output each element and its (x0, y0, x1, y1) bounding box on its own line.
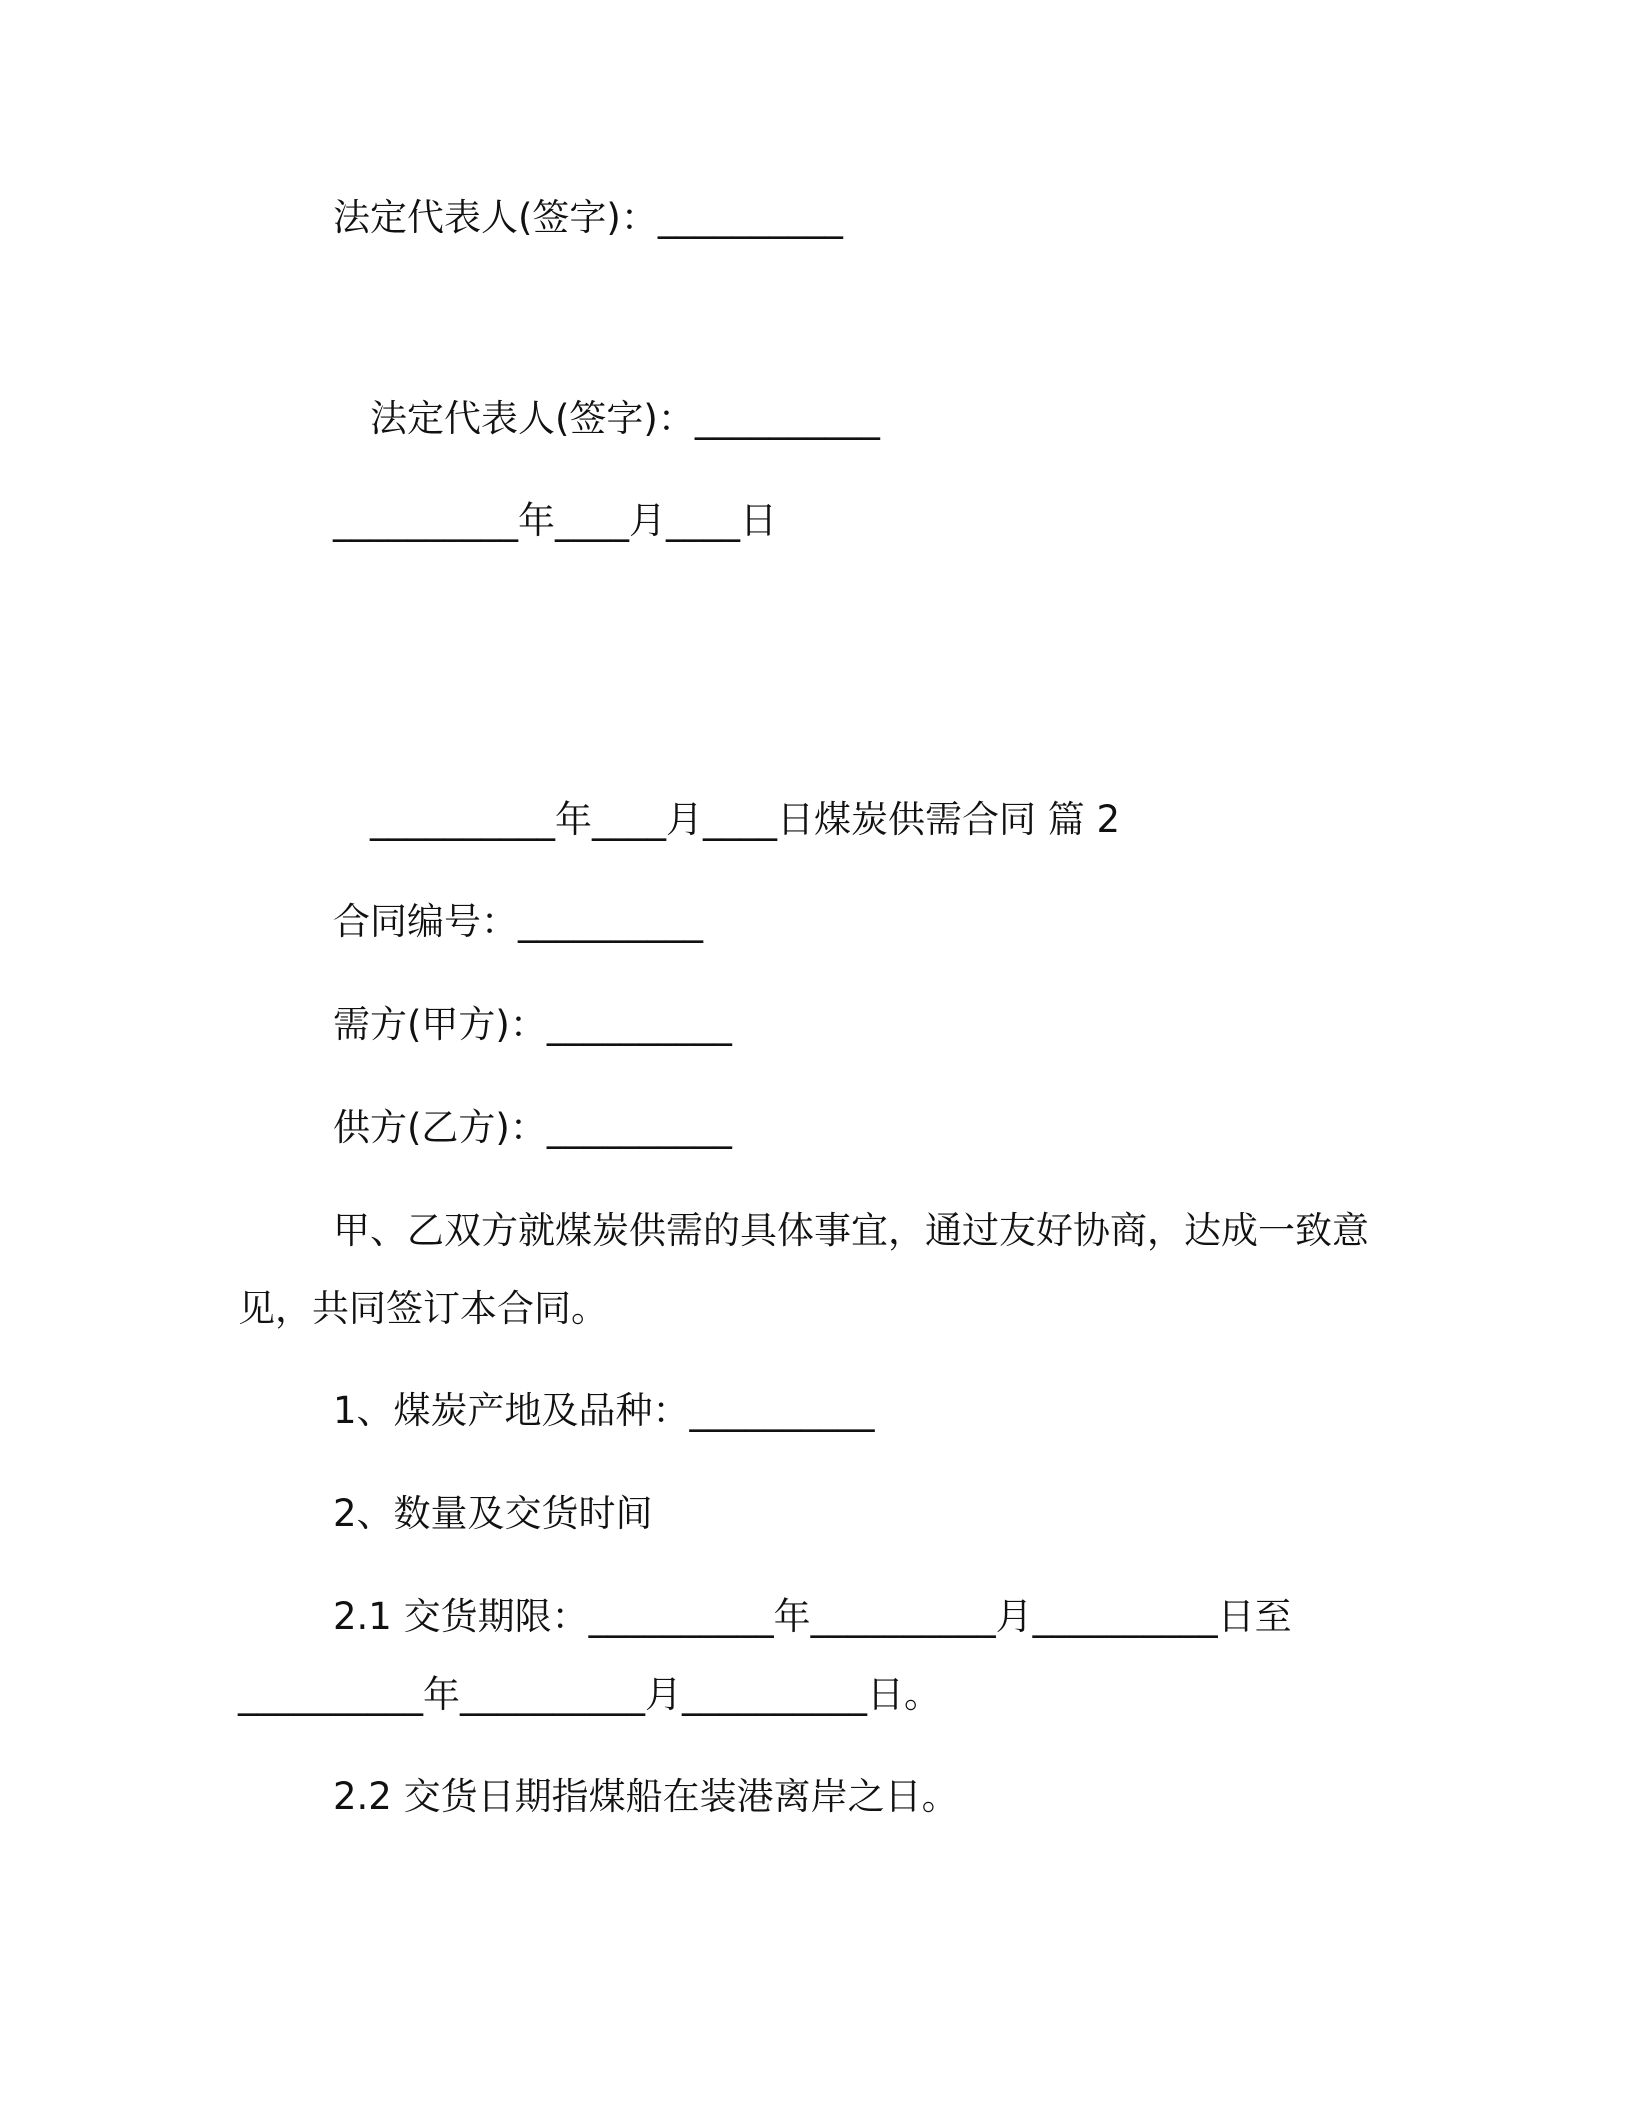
clause-1-origin-variety: 1、煤炭产地及品种：__________ (333, 1389, 875, 1432)
signature-line-legal-rep-1: 法定代表人(签字)：__________ (333, 196, 843, 239)
date-line: __________年____月____日 (333, 499, 777, 542)
supplier-line: 供方(乙方)：__________ (333, 1106, 732, 1149)
intro-paragraph-line-1: 甲、乙双方就煤炭供需的具体事宜，通过友好协商，达成一致意 (333, 1209, 1369, 1252)
buyer-line: 需方(甲方)：__________ (333, 1003, 732, 1046)
clause-2-2-delivery-date-definition: 2.2 交货日期指煤船在装港离岸之日。 (333, 1775, 959, 1818)
clause-2-1-delivery-period-line-2: __________年__________月__________日。 (238, 1673, 941, 1716)
section-heading: __________年____月____日煤炭供需合同 篇 2 (370, 798, 1121, 841)
clause-2-1-delivery-period-line-1: 2.1 交货期限：__________年__________月__________日至 (333, 1595, 1292, 1638)
clause-2-quantity-delivery: 2、数量及交货时间 (333, 1492, 653, 1535)
signature-line-legal-rep-2: 法定代表人(签字)：__________ (370, 397, 880, 440)
contract-number-line: 合同编号：__________ (333, 900, 703, 943)
intro-paragraph-line-2: 见，共同签订本合同。 (238, 1287, 608, 1330)
